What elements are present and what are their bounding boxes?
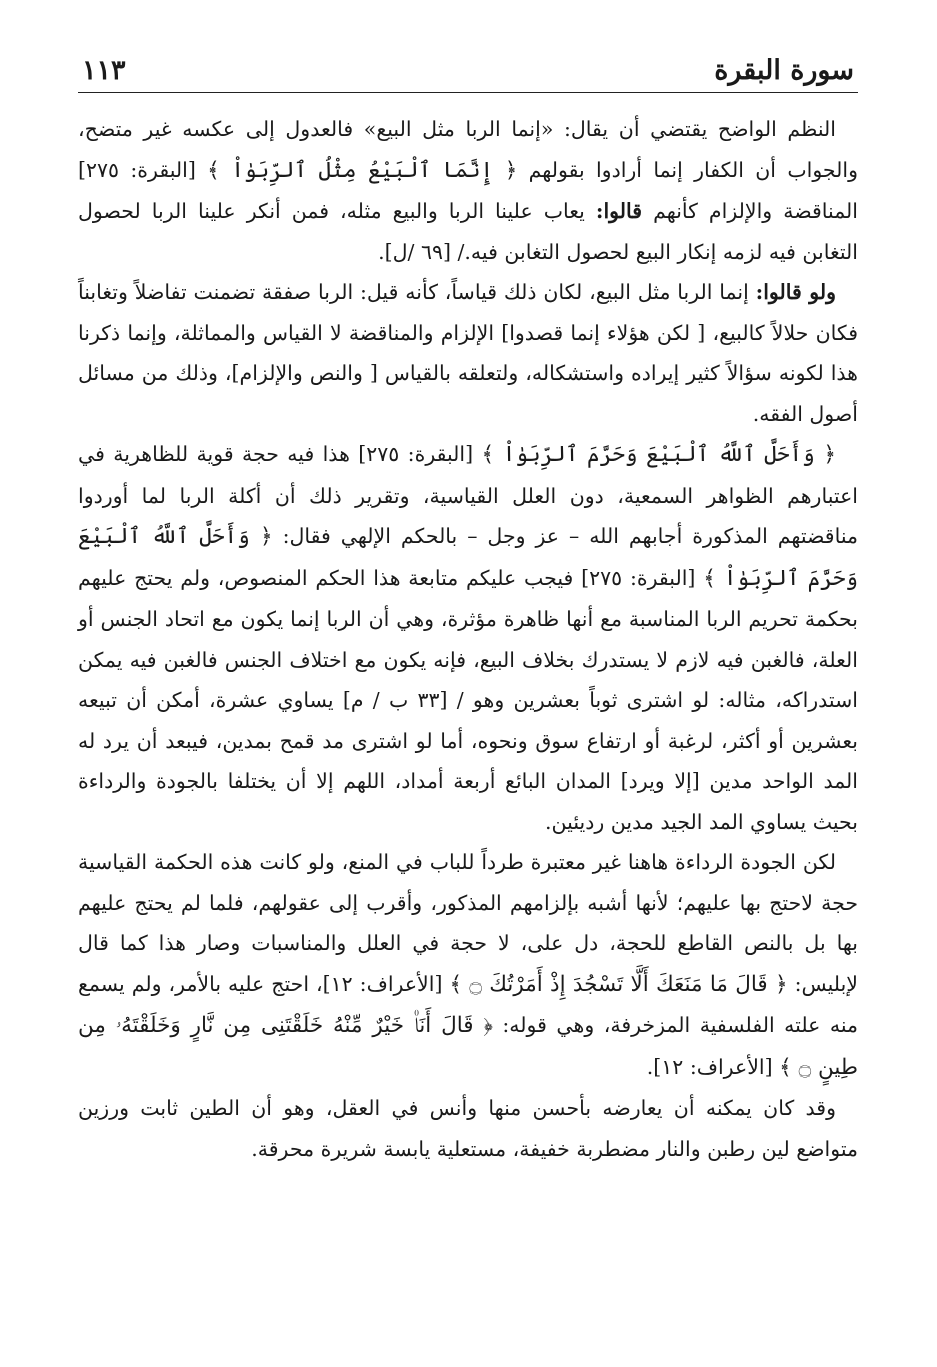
paragraph-text: لكن الجودة الرداءة هاهنا غير معتبرة طرداً للباب في المنع، ولو كانت هذه الحكمة القياسية حجة لاحتج بها عليهم؛ لأنها أشبه بإلزامهم المذكور، وأقرب إلى عقولهم، فلما لم يحتج عليهم بها بل بالنص القاطع للحجة، دل على، لا حجة في العلل والمناسبات وصار هذا كما قال لإبليس: xyxy=(78,850,858,996)
paragraph-3 xyxy=(78,434,858,842)
book-page xyxy=(78,52,858,1312)
paragraph-text: [البقرة: ٢٧٥] هذا فيه حجة قوية للظاهرية في اعتبارهم الظواهر السمعية، دون العلل القياسية، وتقرير ذلك أن أكلة الربا لما أوردوا مناقضتهم المذكورة أجابهم الله – عز وجل – بالحكم الإلهي فقال: xyxy=(78,442,859,548)
paragraph-text: إنما الربا مثل البيع، لكان ذلك قياساً، كأنه قيل: الربا صفقة تضمنت تفاضلاً وتغابناً فكان حلالاً كالبيع، [ لكن هؤلاء إنما قصدوا] الإلزام والمناقضة لا القياس والمماثلة، وإنما ذكرنا هذا لكونه سؤالاً كثير إيراده واستشكاله، ولتعلقه بالقياس [ والنص والإلزام]، وذلك من مسائل أصول الفقه. xyxy=(78,280,858,426)
paragraph-2 xyxy=(78,272,858,434)
paragraph-text: [الأعراف: ١٢]. xyxy=(646,1054,780,1079)
bold-phrase: ولو قالوا: xyxy=(755,280,836,304)
quran-verse: ﴿ وَأَحَلَّ ٱللَّهُ ٱلْبَيْعَ وَحَرَّمَ ٱلرِّبَوٰاْ ﴾ xyxy=(481,442,836,467)
surah-title: سورة البقرة xyxy=(714,55,854,86)
quran-verse: ﴿ إِنَّمَا ٱلْبَيْعُ مِثْلُ ٱلرِّبَوٰاْ ﴾ xyxy=(207,157,518,183)
paragraph-text: وقد كان يمكنه أن يعارضه بأحسن منها وأنس في العقل، وهو أن الطين ثابت ورزين متواضع لين رطبن والنار مضطربة خفيفة، مستعلية يابسة شريرة محرقة. xyxy=(78,1096,858,1161)
page-body xyxy=(78,109,858,1169)
paragraph-4 xyxy=(78,842,858,1088)
page-header xyxy=(78,52,858,93)
quran-verse: ﴿ قَالَ مَا مَنَعَكَ أَلَّا تَسْجُدَ إِذْ أَمَرْتُكَ ۝ ﴾ xyxy=(449,971,788,997)
quran-verse: ﴿ وَأَحَلَّ ٱللَّهُ ٱلْبَيْعَ وَحَرَّمَ ٱلرِّبَوٰاْ ﴾ xyxy=(78,524,858,591)
paragraph-text: النظم الواضح يقتضي أن يقال: «إنما الربا مثل البيع» فالعدول إلى عكسه غير متضح، والجواب أن الكفار إنما أرادوا بقولهم xyxy=(78,117,858,182)
paragraph-text: [البقرة: ٢٧٥] المناقضة والإلزام كأنهم xyxy=(78,157,858,223)
paragraph-text: [البقرة: ٢٧٥] فيجب عليكم متابعة هذا الحكم المنصوص، ولم يحتج عليهم بحكمة تحريم الربا المناسبة مع أنها ظاهرة مؤثرة، وهي أن الربا إنما يكون مع اتحاد الجنس أو العلة، فالغبن فيه لازم لا يستدرك بخلاف البيع، فإنه يكون مع اختلاف الجنس فالغبن فيه يمكن استدراكه، مثاله: لو اشترى ثوباً بعشرين وهو / [٣٣ ب / م] يساوي عشرة، أمكن أن تبيعه بعشرين أو أكثر، لرغبة أو ارتفاع سوق ونحوه، أما لو اشترى مد قمح بمدين، فيبعد أن يرد له المد الواحد مدين [إلا ويرد] المدان البائع أربعة أمداد، اللهم إلا أن يختلفا بالجودة والرداءة بحيث يساوي المد الجيد مدين رديئين. xyxy=(78,565,858,834)
paragraph-text: يعاب علينا الربا والبيع مثله، فمن أنكر علينا الربا لحصول التغابن فيه لزمه إنكار البيع لحصول التغابن فيه./ [٦٩ /ل]. xyxy=(78,199,858,264)
paragraph-1 xyxy=(78,109,858,272)
page-number: ١١٣ xyxy=(82,55,126,86)
paragraph-text: [الأعراف: ١٢]، احتج عليه بالأمر، ولم يسمع منه علته الفلسفية المزخرفة، وهي قوله: xyxy=(78,971,858,1037)
paragraph-5 xyxy=(78,1088,858,1169)
quran-verse: ﴿ قَالَ أَنَا۠ خَيْرٌ مِّنْهُ خَلَقْتَنِى مِن نَّارٍ وَخَلَقْتَهُۥ مِن طِينٍ ۝ ﴾ xyxy=(78,1013,858,1080)
bold-phrase: قالوا: xyxy=(595,199,643,223)
